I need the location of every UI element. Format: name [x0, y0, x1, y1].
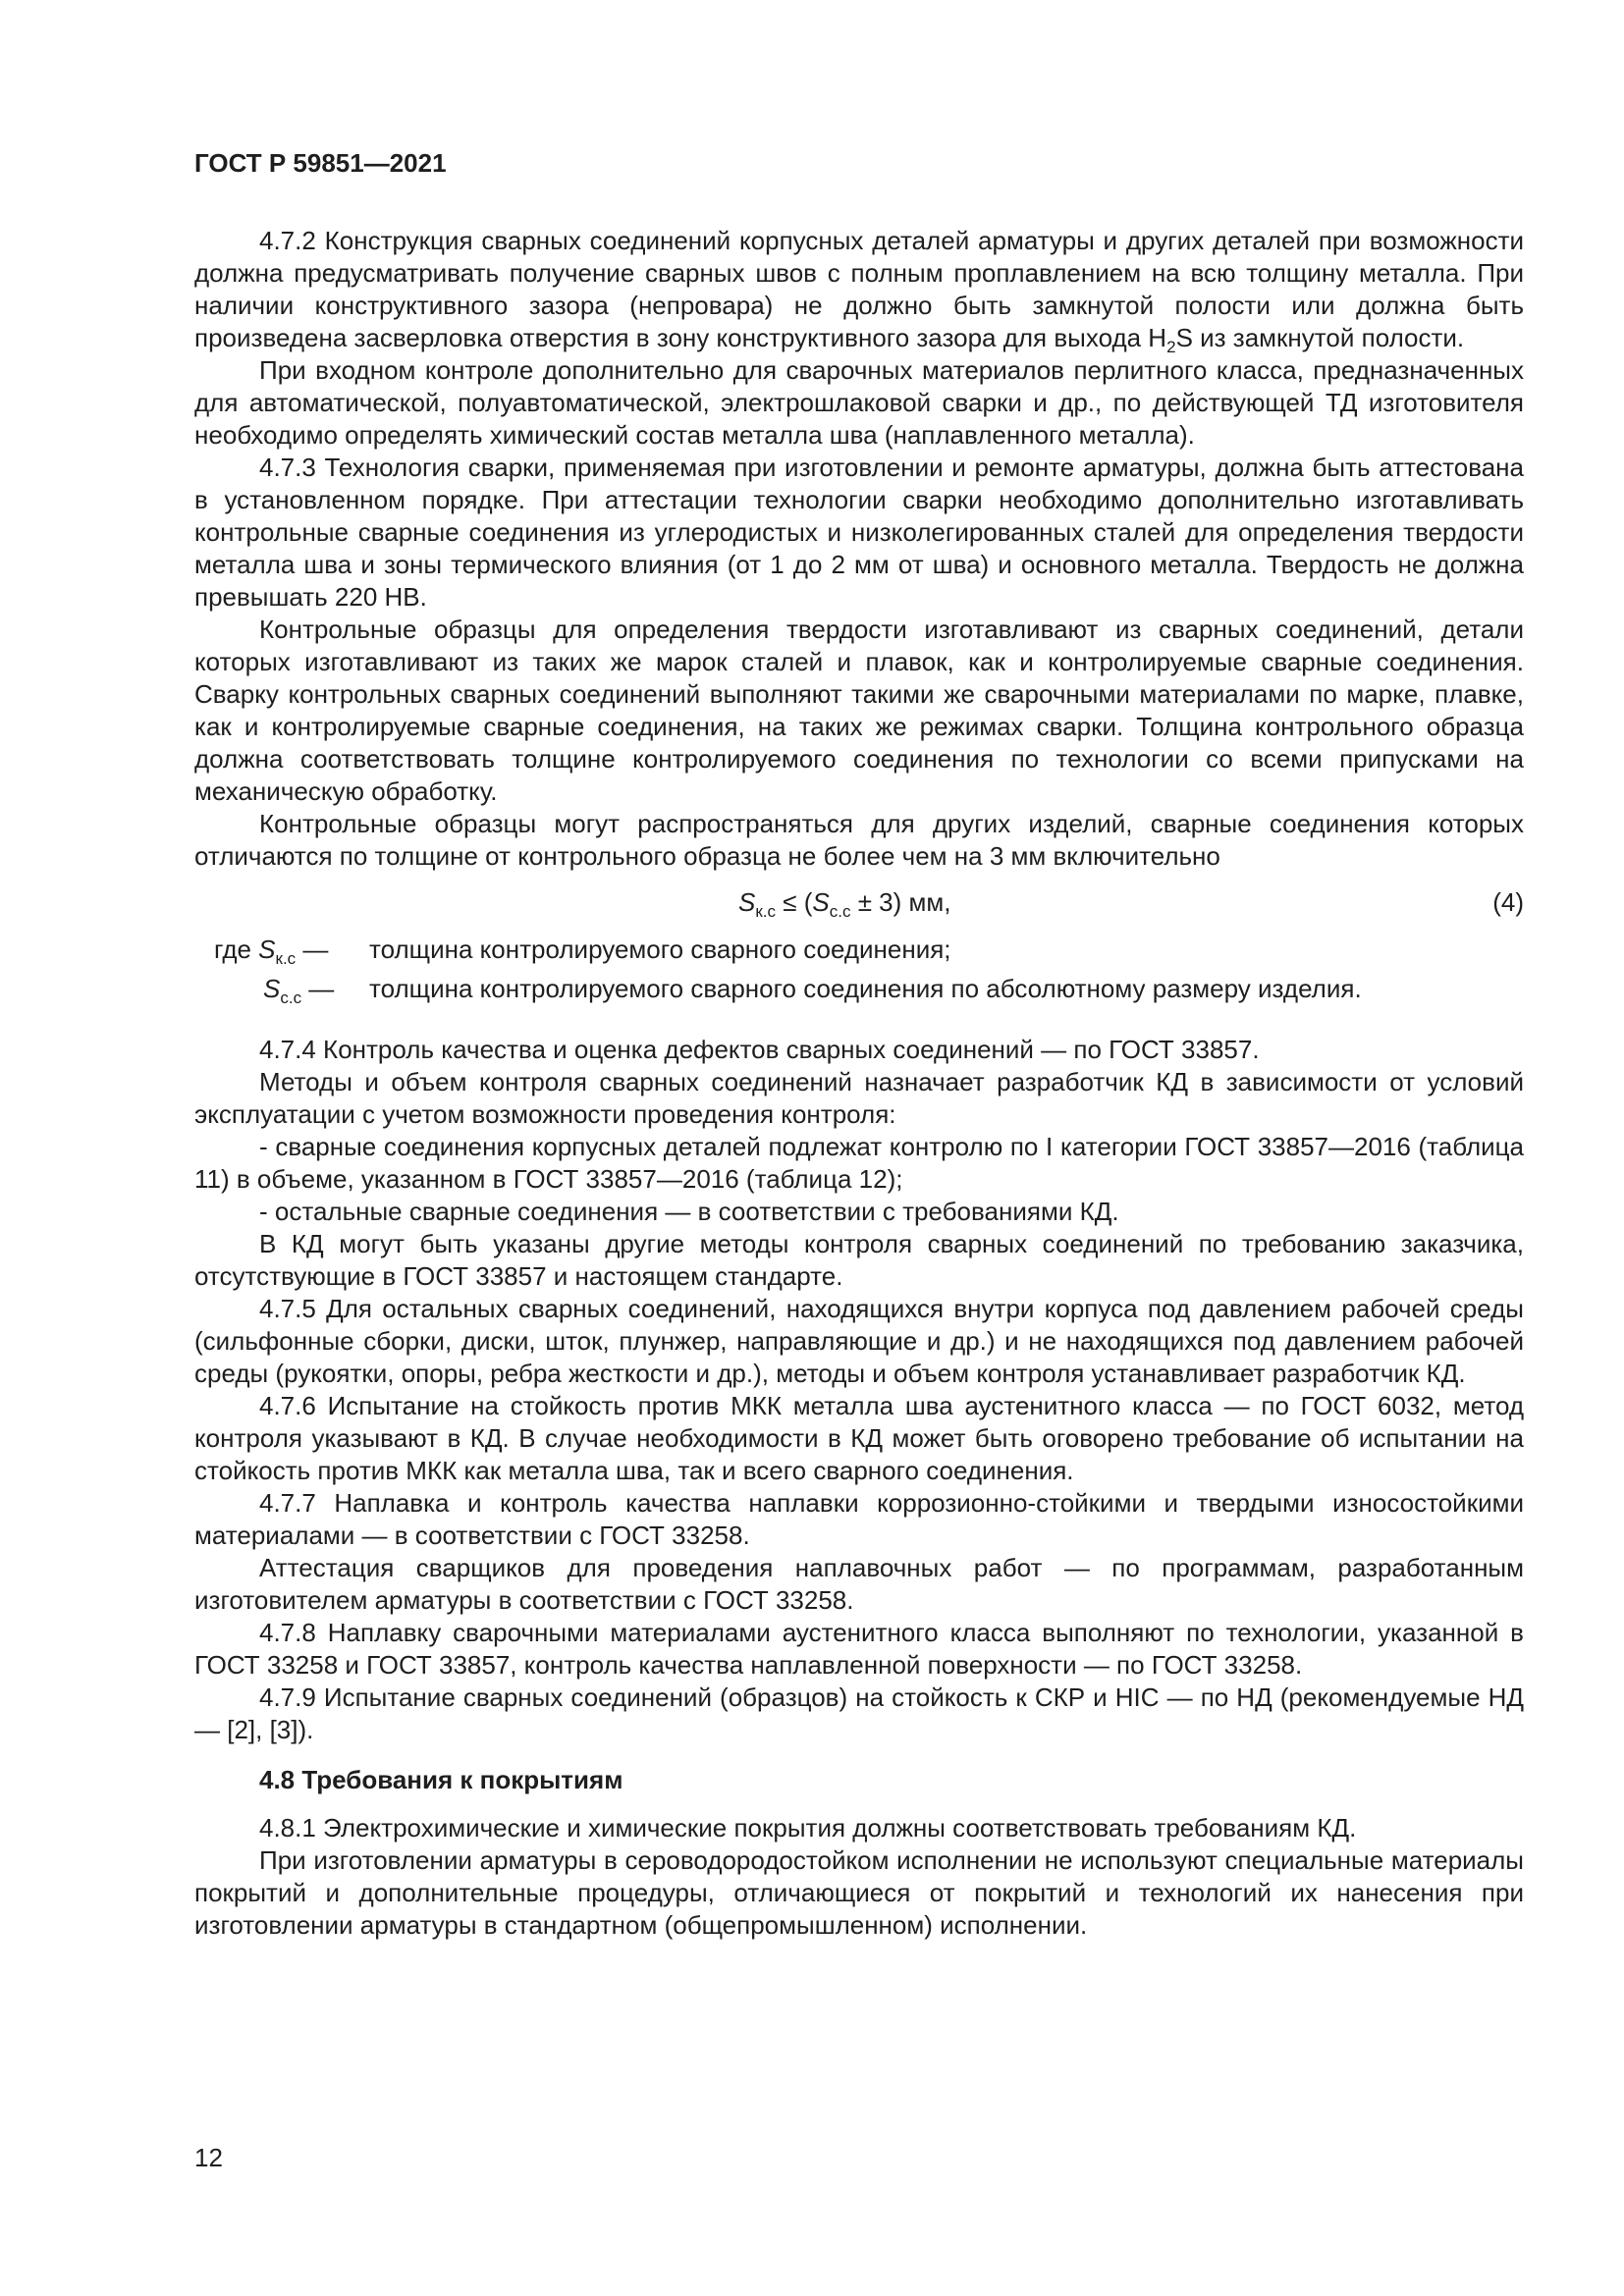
paragraph: Методы и объем контроля сварных соединений назначает разработчик КД в зависимости от условий эксплуатации с учетом возможности проведения контроля: [194, 1067, 1524, 1129]
formula-4 [194, 886, 1524, 926]
paragraph: Аттестация сварщиков для проведения наплавочных работ — по программам, разработанным изготовителем арматуры в соответствии с ГОСТ 33258. [194, 1553, 1524, 1615]
paragraph-4-7-7: 4.7.7 Наплавка и контроль качества наплавки коррозионно-стойкими и твердыми износостойкими материалами — в соответствии с ГОСТ 33258. [194, 1488, 1524, 1550]
paragraph: Контрольные образцы для определения твердости изготавливают из сварных соединений, детали которых изготавливают из таких же марок сталей и плавок, как и контролируемые сварные соединения. Сварку контрольных сварных соединений выполняют такими же сварочными материалами по марке, плавке, как и контролируемые сварные соединения, на таких же режимах сварки. Толщина контрольного образца должна соответствовать толщине контролируемого соединения по технологии со всеми припусками на механическую обработку. [194, 614, 1524, 806]
paragraph-4-7-5: 4.7.5 Для остальных сварных соединений, находящихся внутри корпуса под давлением рабочей среды (сильфонные сборки, диски, шток, плунжер, направляющие и др.) и не находящихся под давлением рабочей среды (рукоятки, опоры, ребра жесткости и др.), методы и объем контроля устанавливает разработчик КД. [194, 1294, 1524, 1388]
section-heading-4-8: 4.8 Требования к покрытиям [259, 1765, 623, 1794]
legend-sym: S [263, 974, 281, 1003]
legend-prefix: где [214, 934, 259, 964]
legend-sym: S [258, 934, 276, 964]
formula-number: (4) [1492, 887, 1524, 917]
spacer [194, 1012, 1524, 1034]
paragraph-4-7-3: 4.7.3 Технология сварки, применяемая при изготовлении и ремонте арматуры, должна быть аттестована в установленном порядке. При аттестации технологии сварки необходимо дополнительно изготавливать контрольные сварные соединения из углеродистых и низколегированных сталей для определения твердости металла шва и зоны термического влияния (от 1 до 2 мм от шва) и основного металла. Твердость не должна превышать 220 НВ. [194, 453, 1524, 612]
formula-symbol: S [812, 887, 830, 917]
formula-expression [738, 886, 951, 919]
subscript: 2 [1166, 338, 1176, 356]
legend-sub: с.с [280, 988, 302, 1007]
formula-tail: ± 3) мм, [850, 887, 951, 917]
formula-symbol: S [738, 887, 756, 917]
paragraph: В КД могут быть указаны другие методы контроля сварных соединений по требованию заказчика, отсутствующие в ГОСТ 33857 и настоящем стандарте. [194, 1229, 1524, 1291]
paragraph: Контрольные образцы могут распространяться для других изделий, сварные соединения которых отличаются по толщине от контрольного образца не более чем на 3 мм включительно [194, 809, 1524, 871]
formula-operator: ≤ ( [776, 887, 813, 917]
legend-symbol [263, 973, 334, 1005]
legend-row [194, 934, 1524, 973]
legend-text: толщина контролируемого сварного соединения; [369, 934, 951, 964]
list-item: - сварные соединения корпусных деталей подлежат контролю по I категории ГОСТ 33857—2016 (таблица 11) в объеме, указанном в ГОСТ 33857—2016 (таблица 12); [194, 1132, 1524, 1194]
text-run: 4.7.2 Конструкция сварных соединений корпусных деталей арматуры и других деталей при возможности должна предусматривать получение сварных швов с полным проплавлением на всю толщину металла. При наличии конструктивного зазора (непровара) не должно быть замкнутой полости или должна быть произведена засверловка отверстия в зону конструктивного зазора для выхода H [194, 226, 1524, 352]
legend-dash: — [296, 934, 329, 964]
paragraph: При изготовлении арматуры в сероводородостойком исполнении не используют специальные материалы покрытий и дополнительные процедуры, отличающиеся от покрытий и технологий их нанесения при изготовлении арматуры в стандартном (общепромышленном) исполнении. [194, 1845, 1524, 1940]
legend-dash: — [301, 974, 335, 1003]
document-id-header: ГОСТ Р 59851—2021 [194, 148, 447, 178]
legend-row [194, 973, 1524, 1012]
text-run: S из замкнутой полости. [1175, 323, 1465, 352]
paragraph-4-7-9: 4.7.9 Испытание сварных соединений (образцов) на стойкость к СКР и HIC — по НД (рекомендуемые НД — [2], [3]). [194, 1682, 1524, 1744]
formula-legend [194, 934, 1524, 1012]
paragraph: При входном контроле дополнительно для сварочных материалов перлитного класса, предназначенных для автоматической, полуавтоматической, электрошлаковой сварки и др., по действующей ТД изготовителя необходимо определять химический состав металла шва (наплавленного металла). [194, 355, 1524, 450]
formula-subscript: к.с [755, 902, 777, 921]
paragraph-4-7-4: 4.7.4 Контроль качества и оценка дефектов сварных соединений — по ГОСТ 33857. [259, 1035, 1260, 1064]
paragraph-4-7-6: 4.7.6 Испытание на стойкость против МКК металла шва аустенитного класса — по ГОСТ 6032, метод контроля указывают в КД. В случае необходимости в КД может быть оговорено требование об испытании на стойкость против МКК как металла шва, так и всего сварного соединения. [194, 1391, 1524, 1485]
list-item: - остальные сварные соединения — в соответствии с требованиями КД. [259, 1197, 1119, 1226]
paragraph-4-7-2 [194, 225, 1524, 354]
paragraph-4-7-8: 4.7.8 Наплавку сварочными материалами аустенитного класса выполняют по технологии, указанной в ГОСТ 33258 и ГОСТ 33857, контроль качества наплавленной поверхности — по ГОСТ 33258. [194, 1618, 1524, 1680]
formula-subscript: с.с [829, 902, 851, 921]
paragraph-4-8-1: 4.8.1 Электрохимические и химические покрытия должны соответствовать требованиям КД. [259, 1813, 1357, 1842]
legend-sub: к.с [275, 949, 297, 968]
document-page [194, 147, 1524, 1942]
legend-text: толщина контролируемого сварного соединения по абсолютному размеру изделия. [369, 974, 1362, 1003]
page-number: 12 [194, 2143, 223, 2172]
legend-symbol [214, 934, 328, 966]
